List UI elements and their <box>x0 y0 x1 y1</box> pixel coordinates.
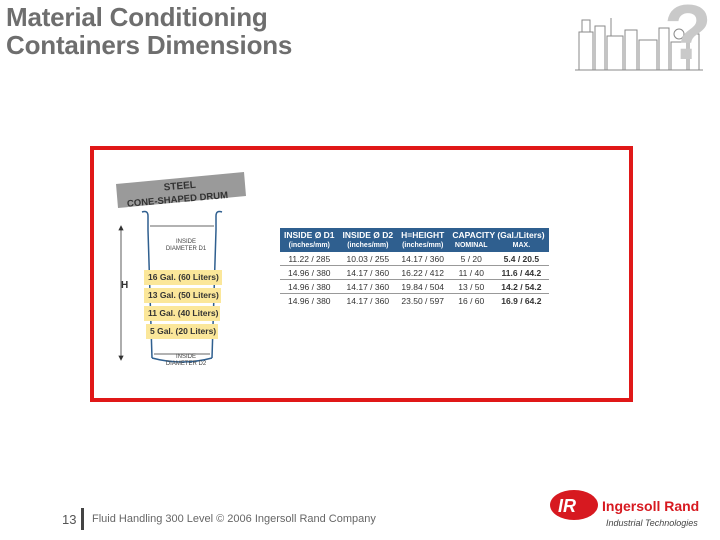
header-d2: INSIDE Ø D2 <box>339 228 398 241</box>
question-mark-icon: ? <box>664 0 712 76</box>
cell-nominal: 16 / 60 <box>458 295 485 306</box>
drum-banner <box>116 170 246 210</box>
slide-title-line1: Material Conditioning <box>6 2 268 32</box>
capacity-11-gal: 11 Gal. (40 Liters) <box>144 306 220 321</box>
footer-text: Fluid Handling 300 Level © 2006 Ingersoll Rand Company <box>92 513 376 525</box>
logo-tagline: Industrial Technologies <box>606 518 698 528</box>
table-row <box>280 294 549 308</box>
header-capacity: CAPACITY (Gal./Liters) <box>448 228 548 241</box>
subheader-d2-units: (inches/mm) <box>339 241 398 252</box>
capacity-13-gal: 13 Gal. (50 Liters) <box>144 288 221 303</box>
cell-d1: 14.96 / 380 <box>280 280 339 294</box>
cell-d2: 14.17 / 360 <box>346 295 390 306</box>
cell-max: 11.6 / 44.2 <box>494 266 548 280</box>
subheader-d1-units: (inches/mm) <box>280 241 339 252</box>
footer-divider <box>81 508 84 530</box>
height-label: H <box>121 280 129 291</box>
cell-nominal: 5 / 20 <box>448 252 494 266</box>
capacity-16-gal: 16 Gal. (60 Liters) <box>144 270 222 285</box>
cell-d2: 14.17 / 360 <box>339 266 398 280</box>
subheader-max: MAX. <box>494 241 548 252</box>
header-d1: INSIDE Ø D1 <box>280 228 339 241</box>
cell-height: 19.84 / 504 <box>397 280 448 294</box>
slide-title <box>6 3 292 59</box>
cell-height: 23.50 / 597 <box>401 295 444 306</box>
logo-name: Ingersoll Rand <box>602 498 700 514</box>
subheader-nominal: NOMINAL <box>448 241 494 252</box>
banner-line2: CONE-SHAPED DRUM <box>126 189 229 210</box>
cell-max: 14.2 / 54.2 <box>494 280 548 294</box>
table-row <box>280 266 549 280</box>
ingersoll-rand-logo <box>548 487 718 532</box>
capacity-5-gal: 5 Gal. (20 Liters) <box>146 324 218 339</box>
cell-d2: 14.17 / 360 <box>339 280 398 294</box>
cell-nominal: 11 / 40 <box>448 266 494 280</box>
inside-d1-label: INSIDE DIAMETER D1 <box>165 239 207 252</box>
cell-d2: 10.03 / 255 <box>339 252 398 266</box>
table-subheader-row <box>280 241 549 252</box>
table-header-row <box>280 228 549 241</box>
table-row <box>280 280 549 294</box>
table-row <box>280 252 549 266</box>
cell-height: 16.22 / 412 <box>397 266 448 280</box>
header-height: H=HEIGHT <box>397 228 448 241</box>
cell-height: 14.17 / 360 <box>397 252 448 266</box>
cell-max: 5.4 / 20.5 <box>494 252 548 266</box>
cell-max: 16.9 / 64.2 <box>501 295 542 306</box>
svg-text:IR: IR <box>558 496 576 516</box>
dimensions-table <box>280 228 549 307</box>
inside-d2-label: INSIDE DIAMETER D2 <box>165 354 207 367</box>
cell-d1: 14.96 / 380 <box>280 266 339 280</box>
cell-d1: 14.96 / 380 <box>288 295 331 306</box>
subheader-height-units: (inches/mm) <box>397 241 448 252</box>
banner-line1: STEEL <box>163 179 197 194</box>
figure-frame <box>90 146 633 402</box>
page-number: 13 <box>62 512 77 527</box>
cell-d1: 11.22 / 285 <box>280 252 339 266</box>
cell-nominal: 13 / 50 <box>448 280 494 294</box>
slide-title-line2: Containers Dimensions <box>6 30 293 60</box>
